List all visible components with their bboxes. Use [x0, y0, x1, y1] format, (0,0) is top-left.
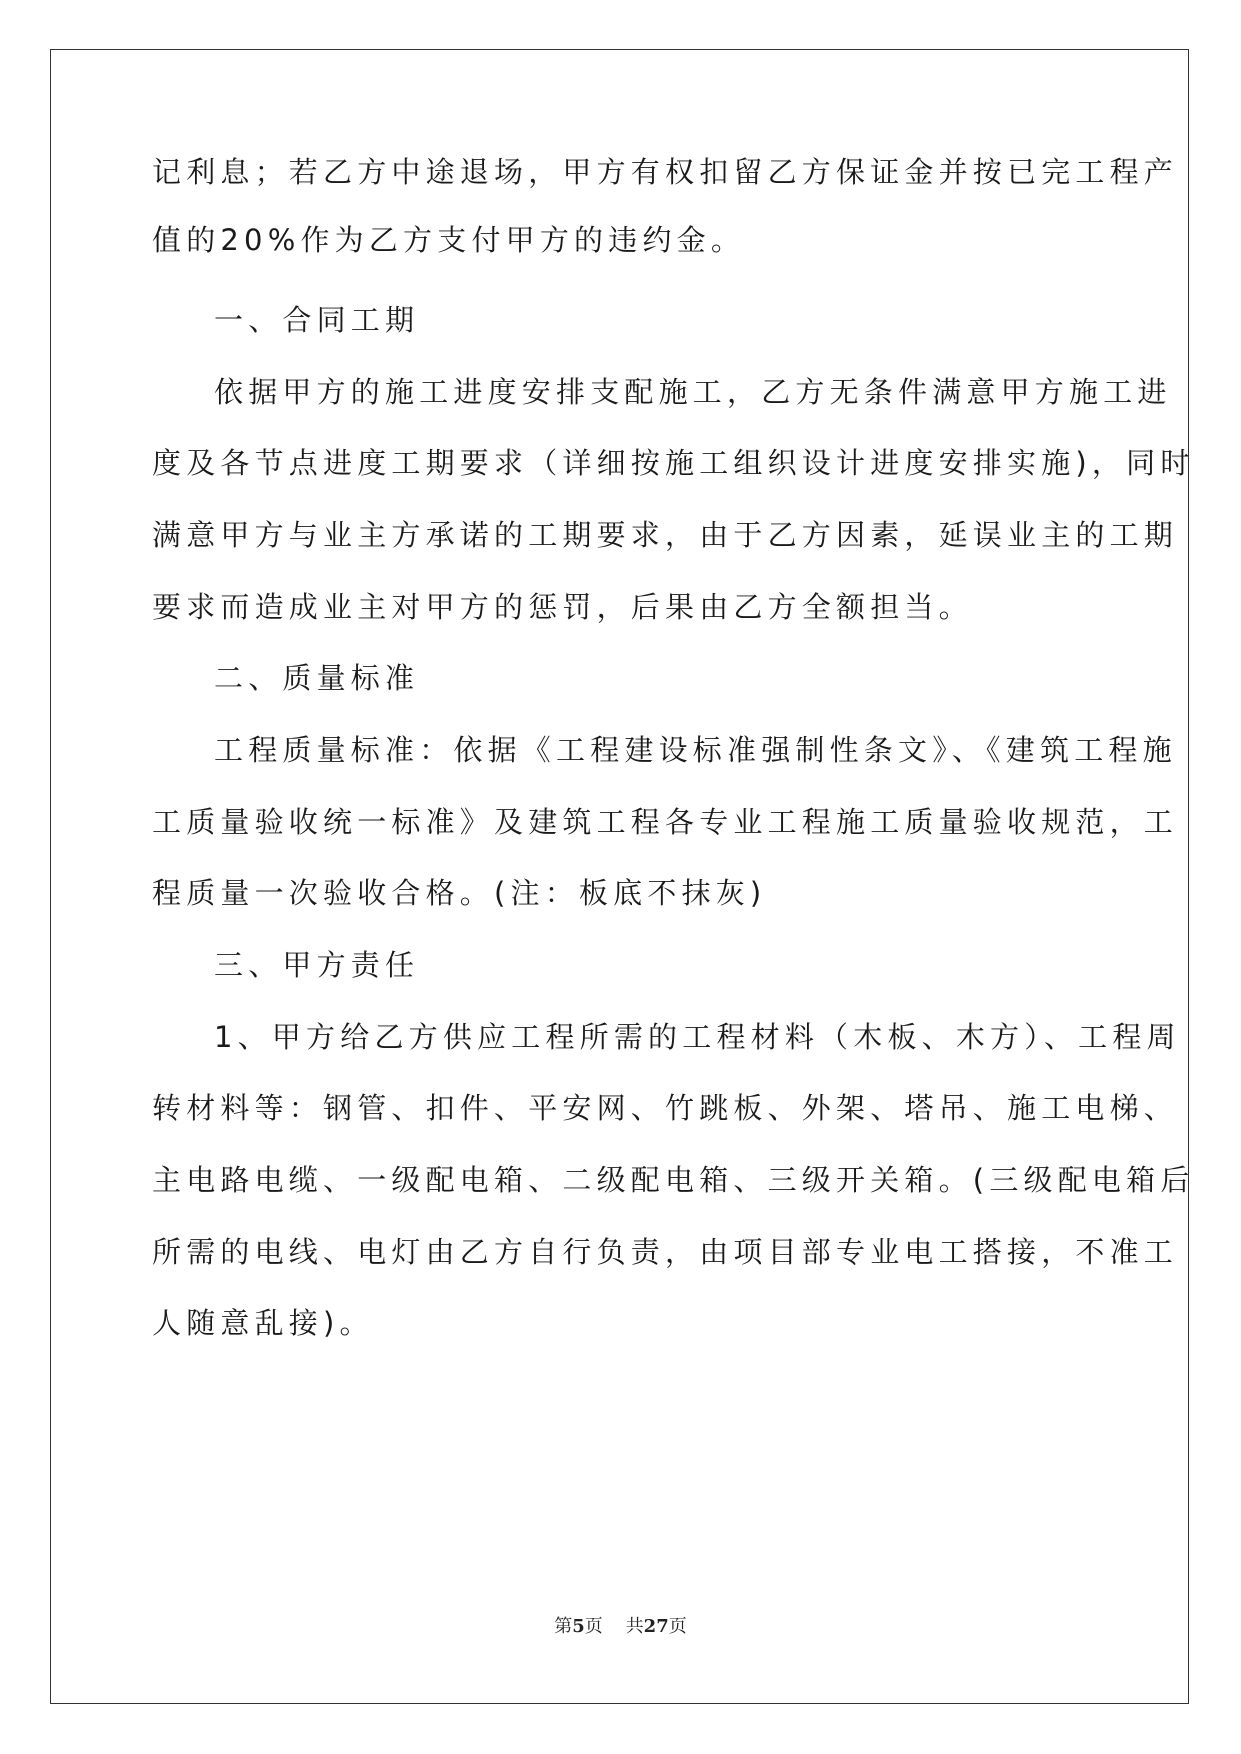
section-heading-schedule: 一、合同工期	[214, 303, 420, 337]
body-line-15: 主电路电缆、一级配电箱、二级配电箱、三级开关箱。(三级配电箱后	[152, 1163, 1195, 1197]
footer-total-unit: 页	[668, 1616, 687, 1637]
footer-total-pages: 27	[643, 1616, 669, 1637]
section-heading-quality: 二、质量标准	[214, 661, 420, 695]
body-line-9: 工程质量标准：依据《工程建设标准强制性条文》、《建筑工程施	[214, 733, 1177, 767]
body-line-4: 依据甲方的施工进度安排支配施工，乙方无条件满意甲方施工进	[214, 375, 1172, 409]
body-line-1: 记利息；若乙方中途退场，甲方有权扣留乙方保证金并按已完工程产	[152, 155, 1179, 189]
body-line-6: 满意甲方与业主方承诺的工期要求，由于乙方因素，延误业主的工期	[152, 518, 1179, 552]
body-line-14: 转材料等：钢管、扣件、平安网、竹跳板、外架、塔吊、施工电梯、	[152, 1091, 1179, 1125]
body-line-16: 所需的电线、电灯由乙方自行负责，由项目部专业电工搭接，不准工	[152, 1235, 1179, 1269]
body-line-13: 1、甲方给乙方供应工程所需的工程材料（木板、木方）、工程周	[214, 1020, 1181, 1054]
footer-page-number: 5	[572, 1616, 585, 1637]
page-footer	[0, 1612, 1241, 1638]
body-line-17: 人随意乱接)。	[152, 1306, 374, 1340]
body-line-7: 要求而造成业主对甲方的惩罚，后果由乙方全额担当。	[152, 590, 973, 624]
footer-page-unit: 页	[584, 1616, 603, 1637]
footer-prefix: 第	[554, 1616, 573, 1637]
body-line-2: 值的20%作为乙方支付甲方的违约金。	[152, 223, 746, 257]
section-heading-party-a: 三、甲方责任	[214, 948, 420, 982]
body-line-11: 程质量一次验收合格。(注：板底不抹灰)	[152, 876, 767, 910]
body-line-5: 度及各节点进度工期要求（详细按施工组织设计进度安排实施)，同时	[152, 446, 1195, 480]
footer-total-prefix: 共	[625, 1616, 644, 1637]
body-line-10: 工质量验收统一标准》及建筑工程各专业工程施工质量验收规范，工	[152, 805, 1179, 839]
